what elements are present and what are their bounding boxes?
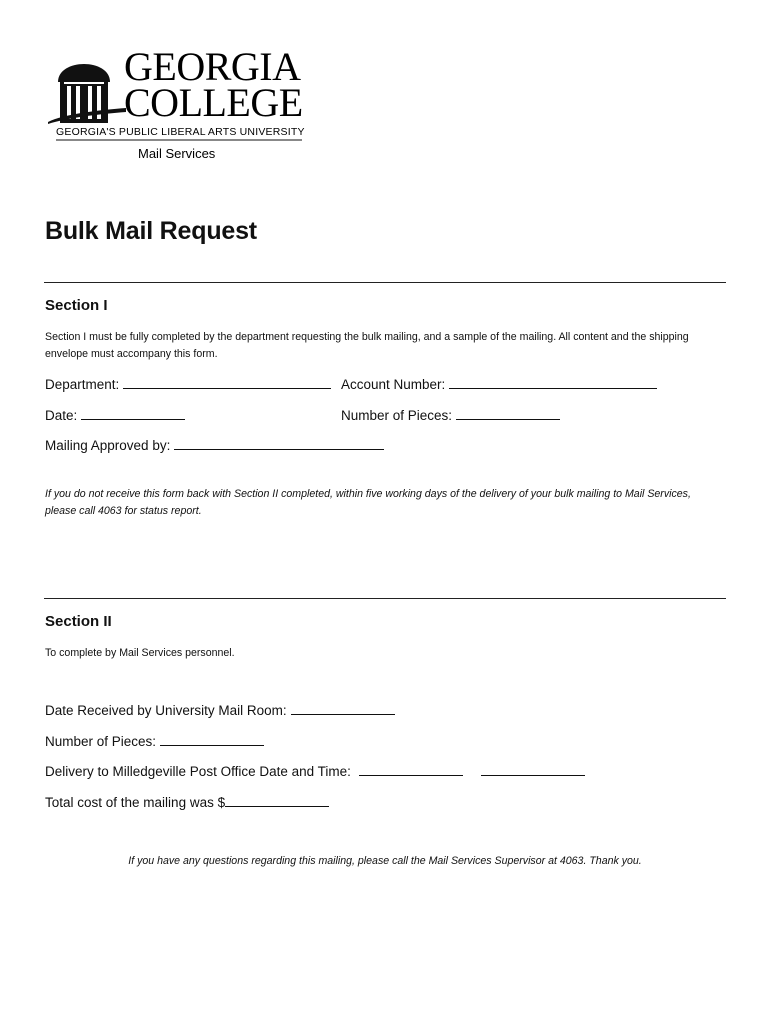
pieces-received-label: Number of Pieces: [45,734,157,749]
account-number-input-line[interactable] [449,375,657,389]
section1-instructions: Section I must be fully completed by the department requesting the bulk mailing, and a sample of the mailing. All content and the shipping envelope must accompany this form. [45,331,689,360]
delivery-date-input-line[interactable] [359,762,463,776]
section2-heading: Section II [45,613,112,630]
date-received-label: Date Received by University Mail Room: [45,703,287,718]
total-cost-input-line[interactable] [225,793,329,807]
date-input-line[interactable] [81,406,185,420]
section1-divider [44,282,726,283]
date-field[interactable] [45,406,185,423]
columns-icon [48,64,126,124]
department-label: Department: [45,377,120,392]
number-of-pieces-input-line[interactable] [456,406,560,420]
total-cost-label: Total cost of the mailing was $ [45,795,226,810]
logo-tagline: GEORGIA'S PUBLIC LIBERAL ARTS UNIVERSITY [56,126,305,138]
footer-note: If you have any questions regarding this mailing, please call the Mail Services Supervisor at 4063. Thank you. [128,855,642,867]
date-received-field[interactable] [45,701,395,718]
mailing-approved-label: Mailing Approved by: [45,438,171,453]
number-of-pieces-field[interactable] [341,406,560,423]
logo-department: Mail Services [138,146,216,161]
section2-divider [44,598,726,599]
account-number-label: Account Number: [341,377,446,392]
delivery-field[interactable] [45,762,585,779]
pieces-received-input-line[interactable] [160,732,264,746]
total-cost-field[interactable] [45,793,329,810]
account-number-field[interactable] [341,375,657,392]
department-field[interactable] [45,375,331,392]
mailing-approved-field[interactable] [45,436,384,453]
logo-line1: GEORGIA [124,44,301,89]
pieces-received-field[interactable] [45,732,264,749]
date-label: Date: [45,408,78,423]
date-received-input-line[interactable] [291,701,395,715]
department-input-line[interactable] [123,375,331,389]
status-notice: If you do not receive this form back with Section II completed, within five working days of the delivery of your bulk mailing to Mail Services, please call 4063 for status report. [45,488,691,517]
georgia-college-logo [44,44,314,169]
number-of-pieces-label: Number of Pieces: [341,408,453,423]
section1-heading: Section I [45,297,108,314]
page-title: Bulk Mail Request [45,217,257,245]
delivery-time-input-line[interactable] [481,762,585,776]
section2-instructions: To complete by Mail Services personnel. [45,647,235,659]
mailing-approved-input-line[interactable] [174,436,384,450]
logo-line2: COLLEGE [124,80,303,125]
delivery-label: Delivery to Milledgeville Post Office Date and Time: [45,764,351,779]
